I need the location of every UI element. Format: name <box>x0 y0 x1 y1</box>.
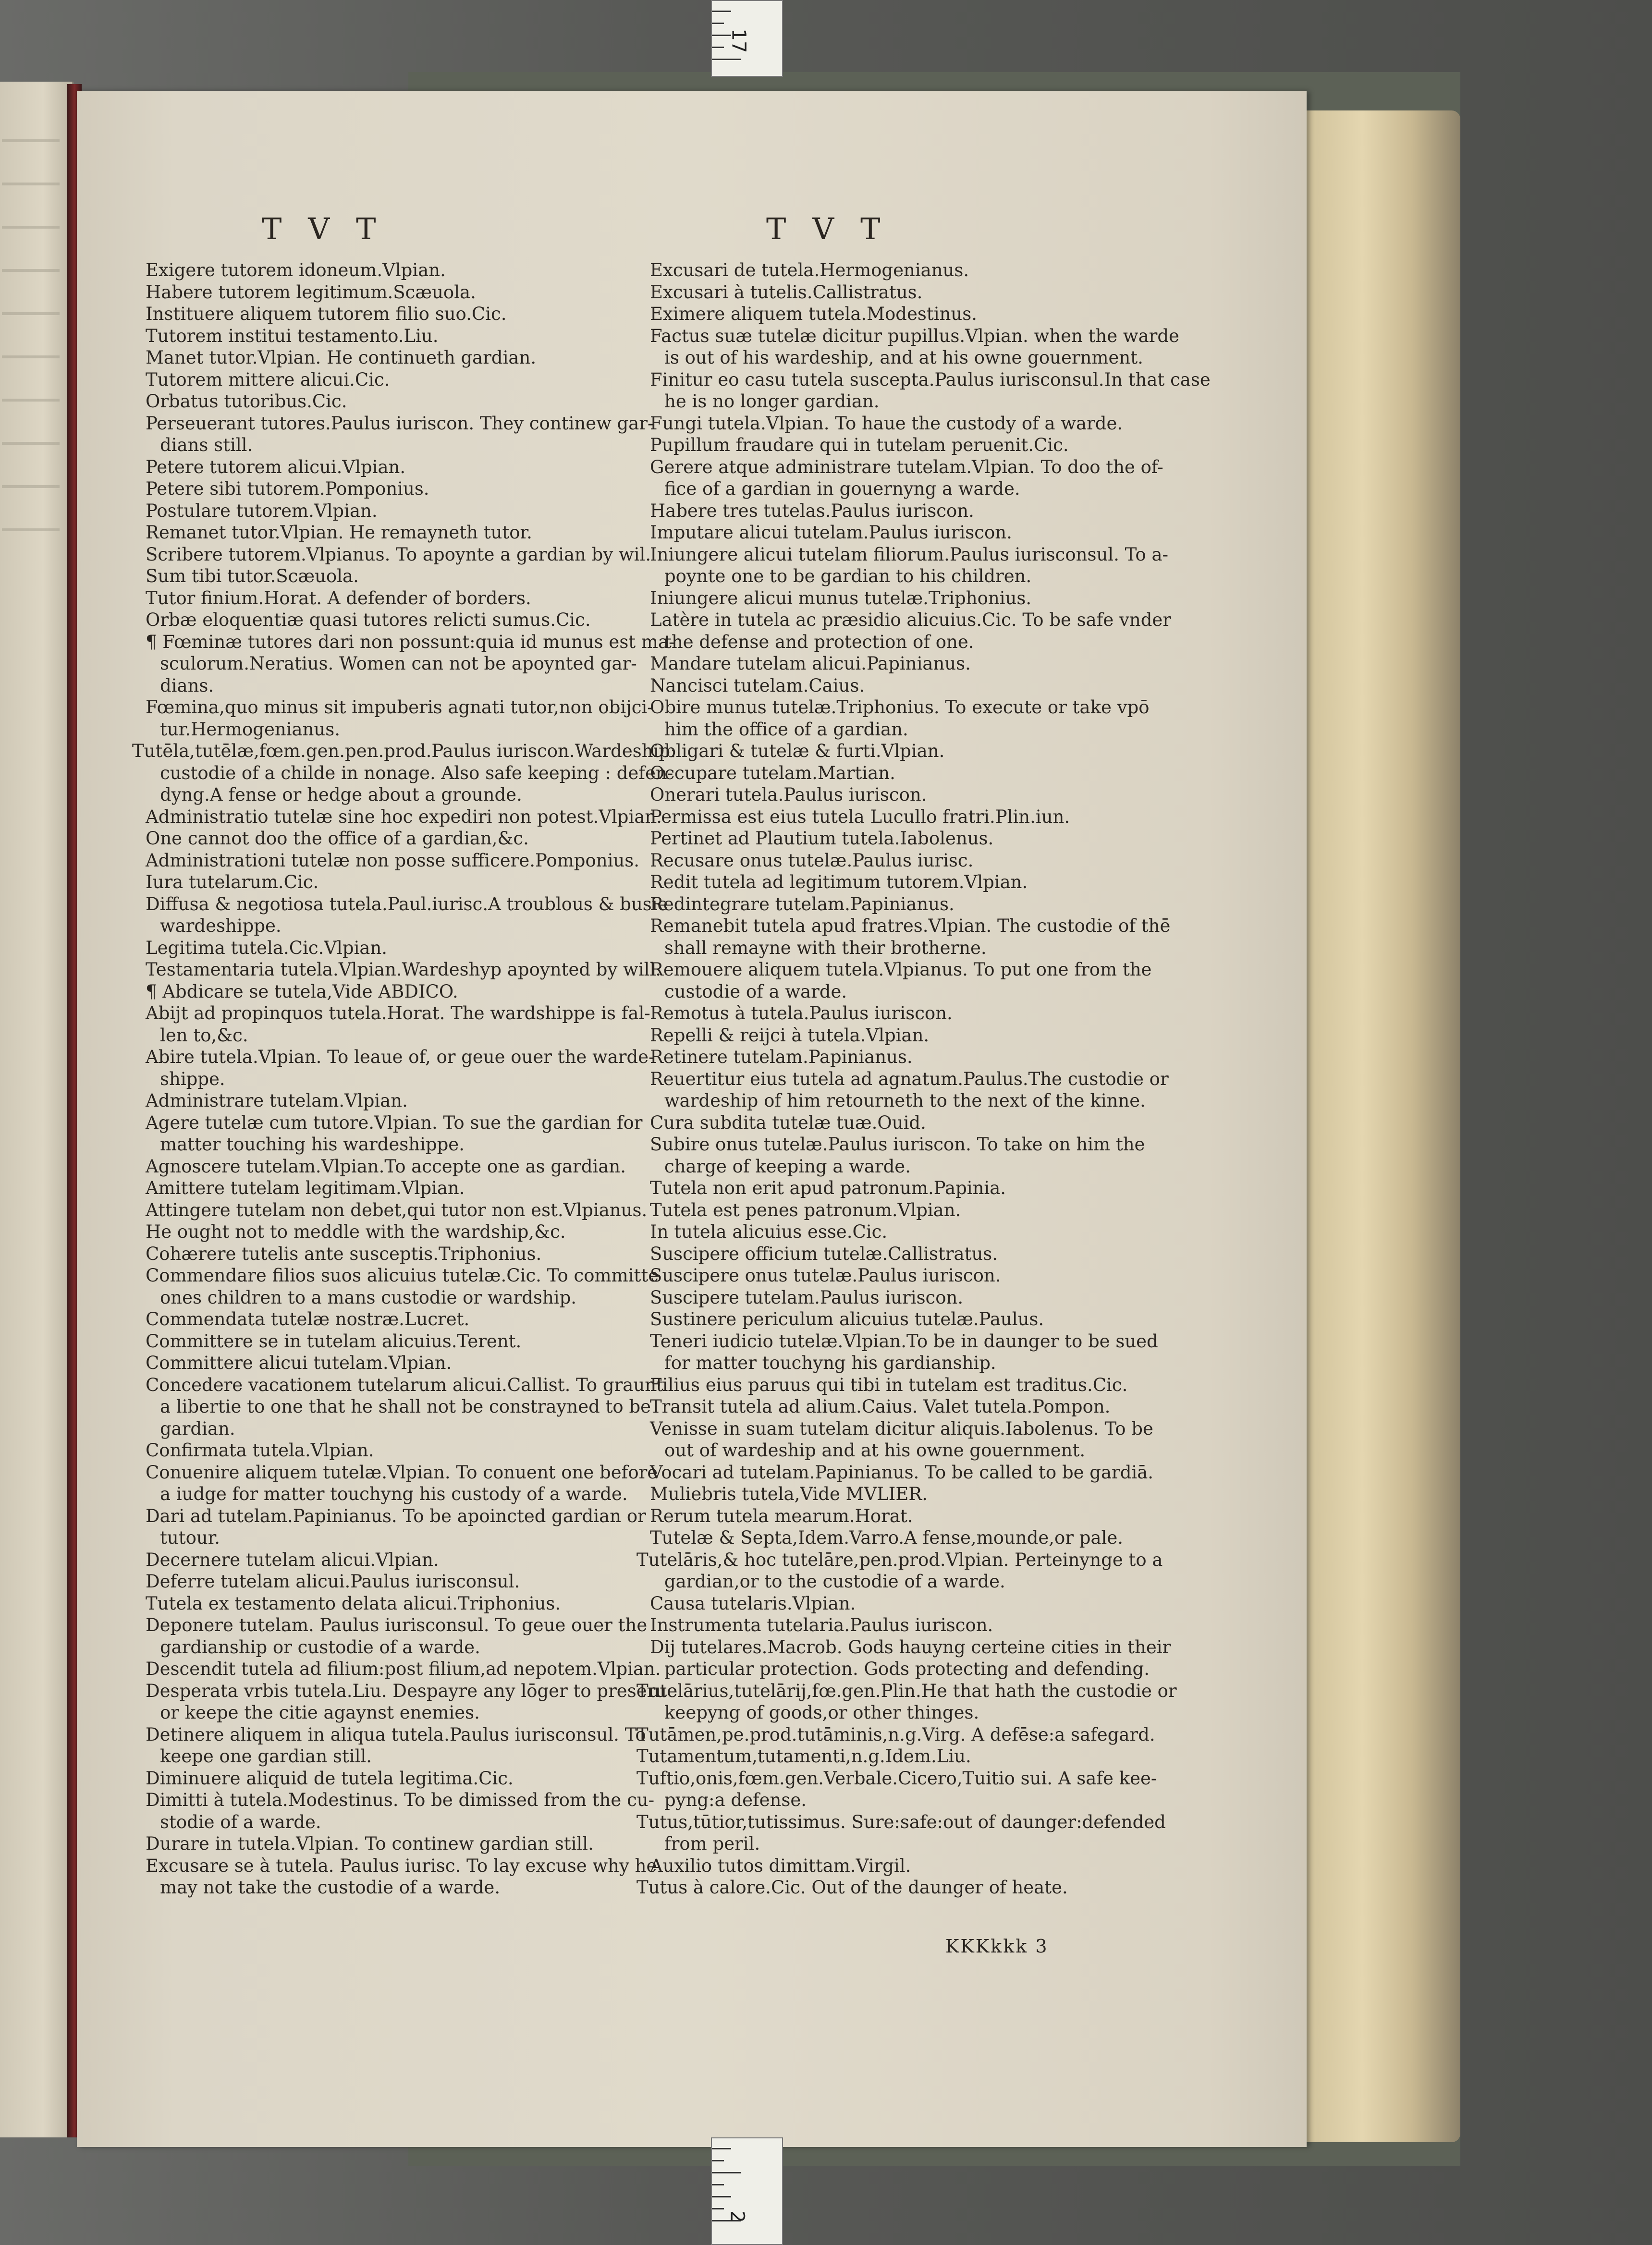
entry-line: Administratio tutelæ sine hoc expediri non potest.Vlpian. <box>146 806 662 827</box>
entry-line: Remotus à tutela.Paulus iuriscon. <box>650 1003 953 1024</box>
entry-line: Remouere aliquem tutela.Vlpianus. To put one from the <box>650 959 1152 980</box>
entry-line: wardeshippe. <box>160 915 281 936</box>
entry-line: Finitur eo casu tutela suscepta.Paulus iurisconsul.In that case <box>650 369 1211 390</box>
entry-line: Commendare filios suos alicuius tutelæ.Cic. To committe <box>146 1265 659 1286</box>
scale-ruler-top <box>711 0 783 77</box>
entry-line: sculorum.Neratius. Women can not be apoynted gar- <box>160 653 637 674</box>
entry-line: Decernere tutelam alicui.Vlpian. <box>146 1549 439 1570</box>
running-header-left: TVT <box>262 211 403 246</box>
entry-line: Petere sibi tutorem.Pomponius. <box>146 478 429 499</box>
entry-line: Petere tutorem alicui.Vlpian. <box>146 456 406 477</box>
entry-line: len to,&c. <box>160 1025 248 1046</box>
entry-line: Tutorem mittere alicui.Cic. <box>146 369 390 390</box>
entry-line: Sustinere periculum alicuius tutelæ.Paulus. <box>650 1309 1044 1330</box>
entry-line: Onerari tutela.Paulus iuriscon. <box>650 784 927 805</box>
entry-line: keepe one gardian still. <box>160 1746 372 1767</box>
entry-line: keepyng of goods,or other thinges. <box>664 1702 979 1723</box>
entry-line: Tutus,tūtior,tutissimus. Sure:safe:out of daunger:defended <box>636 1811 1166 1832</box>
entry-line: Tutelæ & Septa,Idem.Varro.A fense,mounde,or pale. <box>650 1527 1124 1548</box>
entry-line: custodie of a warde. <box>664 981 847 1002</box>
entry-line: Scribere tutorem.Vlpianus. To apoynte a gardian by wil. <box>146 544 651 565</box>
entry-line: Tutēla,tutēlæ,fœm.gen.pen.prod.Paulus iuriscon.Wardeship: <box>132 741 676 761</box>
entry-line: Fœmina,quo minus sit impuberis agnati tutor,non obijci- <box>146 697 653 718</box>
entry-line: Pupillum fraudare qui in tutelam peruenit.Cic. <box>650 435 1069 455</box>
entry-line: tutour. <box>160 1527 220 1548</box>
entry-line: Tutus à calore.Cic. Out of the daunger of heate. <box>636 1877 1068 1898</box>
entry-line: gardianship or custodie of a warde. <box>160 1636 480 1658</box>
entry-line: dians still. <box>160 435 253 455</box>
entry-line: poynte one to be gardian to his children. <box>664 566 1032 586</box>
entry-line: Iniungere alicui munus tutelæ.Triphonius. <box>650 587 1032 609</box>
entry-line: from peril. <box>664 1833 760 1854</box>
entry-line: Testamentaria tutela.Vlpian.Wardeshyp apoynted by will. <box>146 959 661 980</box>
entry-line: Desperata vrbis tutela.Liu. Despayre any lōger to preserue <box>146 1680 678 1701</box>
entry-line: Causa tutelaris.Vlpian. <box>650 1593 856 1614</box>
entry-line: Remanet tutor.Vlpian. He remayneth tutor. <box>146 522 532 543</box>
entry-line: Agnoscere tutelam.Vlpian.To accepte one as gardian. <box>146 1156 626 1177</box>
entry-line: charge of keeping a warde. <box>664 1156 911 1177</box>
entry-line: Cohærere tutelis ante susceptis.Triphonius. <box>146 1243 542 1264</box>
entry-line: Latère in tutela ac præsidio alicuius.Cic. To be safe vnder <box>650 610 1172 630</box>
entry-line: Eximere aliquem tutela.Modestinus. <box>650 304 977 324</box>
entry-line: custodie of a childe in nonage. Also safe keeping : defen- <box>160 762 673 783</box>
entry-line: shall remayne with their brotherne. <box>664 937 987 958</box>
entry-line: Nancisci tutelam.Caius. <box>650 675 865 696</box>
entry-line: Dimitti à tutela.Modestinus. To be dimissed from the cu- <box>146 1790 655 1810</box>
entry-line: Remanebit tutela apud fratres.Vlpian. The custodie of thē <box>650 915 1171 936</box>
entry-line: Dari ad tutelam.Papinianus. To be apoincted gardian or <box>146 1505 646 1526</box>
entry-line: Amittere tutelam legitimam.Vlpian. <box>146 1178 465 1198</box>
entry-line: Confirmata tutela.Vlpian. <box>146 1440 374 1461</box>
running-header-right: TVT <box>766 211 907 246</box>
entry-line: Obligari & tutelæ & furti.Vlpian. <box>650 741 945 761</box>
entry-line: pyng:a defense. <box>664 1790 807 1810</box>
entry-line: Gerere atque administrare tutelam.Vlpian. To doo the of- <box>650 456 1163 477</box>
entry-line: particular protection. Gods protecting and defending. <box>664 1659 1150 1679</box>
entry-line: Cura subdita tutelæ tuæ.Ouid. <box>650 1112 926 1133</box>
entry-line: Detinere aliquem in aliqua tutela.Paulus iurisconsul. To <box>146 1724 646 1745</box>
entry-line: fice of a gardian in gouernyng a warde. <box>664 478 1020 499</box>
entry-line: Iniungere alicui tutelam filiorum.Paulus iurisconsul. To a- <box>650 544 1169 565</box>
entry-line: Exigere tutorem idoneum.Vlpian. <box>146 260 446 281</box>
entry-line: Imputare alicui tutelam.Paulus iuriscon. <box>650 522 1012 543</box>
entry-line: Teneri iudicio tutelæ.Vlpian.To be in daunger to be sued <box>650 1330 1158 1352</box>
entry-line: Venisse in suam tutelam dicitur aliquis.Iabolenus. To be <box>650 1418 1153 1439</box>
entry-line: Manet tutor.Vlpian. He continueth gardian. <box>146 347 537 368</box>
entry-line: Habere tutorem legitimum.Scæuola. <box>146 281 476 303</box>
entry-line: ¶ Fœminæ tutores dari non possunt:quia id munus est ma- <box>146 631 675 652</box>
entry-line: Factus suæ tutelæ dicitur pupillus.Vlpian. when the warde <box>650 325 1179 346</box>
entry-line: Commendata tutelæ nostræ.Lucret. <box>146 1309 470 1330</box>
entry-line: Subire onus tutelæ.Paulus iuriscon. To take on him the <box>650 1134 1145 1155</box>
entry-line: Retinere tutelam.Papinianus. <box>650 1047 913 1067</box>
left-column <box>132 259 677 1899</box>
entry-line: Tutorem institui testamento.Liu. <box>146 325 439 346</box>
entry-line: Administrationi tutelæ non posse sufficere.Pomponius. <box>146 850 639 871</box>
entry-line: may not take the custodie of a warde. <box>160 1877 501 1898</box>
entry-line: Habere tres tutelas.Paulus iuriscon. <box>650 500 974 521</box>
entry-line: ones children to a mans custodie or wardship. <box>160 1287 577 1308</box>
entry-line: gardian,or to the custodie of a warde. <box>664 1571 1005 1592</box>
entry-line: Filius eius paruus qui tibi in tutelam est traditus.Cic. <box>650 1374 1128 1395</box>
entry-line: Tutamentum,tutamenti,n.g.Idem.Liu. <box>636 1746 971 1767</box>
entry-line: Suscipere tutelam.Paulus iuriscon. <box>650 1287 964 1308</box>
entry-line: Auxilio tutos dimittam.Virgil. <box>650 1855 911 1876</box>
entry-line: dians. <box>160 675 214 696</box>
scale-ruler-bottom <box>711 2137 783 2245</box>
entry-line: Instituere aliquem tutorem filio suo.Cic. <box>146 304 507 324</box>
entry-line: or keepe the citie agaynst enemies. <box>160 1702 480 1723</box>
entry-line: Orbatus tutoribus.Cic. <box>146 391 347 412</box>
entry-line: the defense and protection of one. <box>664 631 974 652</box>
entry-line: he is no longer gardian. <box>664 391 880 412</box>
entry-line: Diminuere aliquid de tutela legitima.Cic. <box>146 1768 514 1789</box>
entry-line: Descendit tutela ad filium:post filium,ad nepotem.Vlpian. <box>146 1659 661 1679</box>
entry-line: stodie of a warde. <box>160 1811 321 1832</box>
entry-line: Suscipere officium tutelæ.Callistratus. <box>650 1243 998 1264</box>
entry-line: wardeship of him retourneth to the next of the kinne. <box>664 1090 1146 1111</box>
entry-line: shippe. <box>160 1068 225 1089</box>
entry-line: Administrare tutelam.Vlpian. <box>146 1090 408 1111</box>
entry-line: Mandare tutelam alicui.Papinianus. <box>650 653 971 674</box>
entry-line: One cannot doo the office of a gardian,&c. <box>146 828 529 849</box>
entry-line: Excusare se à tutela. Paulus iurisc. To lay excuse why he <box>146 1855 657 1876</box>
entry-line: Tutāmen,pe.prod.tutāminis,n.g.Virg. A defēse:a safegard. <box>636 1724 1155 1745</box>
entry-line: Orbæ eloquentiæ quasi tutores relicti sumus.Cic. <box>146 610 591 630</box>
entry-line: Tutelārius,tutelārij,fœ.gen.Plin.He that hath the custodie or <box>636 1680 1177 1701</box>
entry-line: a iudge for matter touchyng his custody of a warde. <box>160 1484 628 1504</box>
entry-line: Obire munus tutelæ.Triphonius. To execute or take vpō <box>650 697 1150 718</box>
entry-line: Tutor finium.Horat. A defender of borders. <box>146 587 531 609</box>
entry-line: Conuenire aliquem tutelæ.Vlpian. To conuent one before <box>146 1462 658 1483</box>
entry-line: Vocari ad tutelam.Papinianus. To be called to be gardiā. <box>650 1462 1154 1483</box>
entry-line: matter touching his wardeshippe. <box>160 1134 465 1155</box>
entry-line: Deferre tutelam alicui.Paulus iurisconsul. <box>146 1571 520 1592</box>
entry-line: Muliebris tutela,Vide MVLIER. <box>650 1484 928 1504</box>
ruler-top-label: 17 <box>727 28 750 53</box>
entry-line: Suscipere onus tutelæ.Paulus iuriscon. <box>650 1265 1001 1286</box>
entry-line: Committere se in tutelam alicuius.Terent. <box>146 1330 522 1352</box>
right-column <box>636 259 1211 1899</box>
entry-line: Rerum tutela mearum.Horat. <box>650 1505 913 1526</box>
entry-line: Abire tutela.Vlpian. To leaue of, or geue ouer the warde- <box>146 1047 655 1067</box>
entry-line: Attingere tutelam non debet,qui tutor non est.Vlpianus. <box>146 1199 648 1220</box>
entry-line: ¶ Abdicare se tutela,Vide ABDICO. <box>146 981 458 1002</box>
entry-line: Excusari de tutela.Hermogenianus. <box>650 260 969 281</box>
entry-line: Redit tutela ad legitimum tutorem.Vlpian. <box>650 872 1028 892</box>
entry-line: Concedere vacationem tutelarum alicui.Callist. To graunt <box>146 1374 663 1395</box>
entry-line: Permissa est eius tutela Lucullo fratri.Plin.iun. <box>650 806 1070 827</box>
page-block-edge <box>1297 110 1460 2142</box>
entry-line: him the office of a gardian. <box>664 719 908 740</box>
entry-line: a libertie to one that he shall not be constrayned to be <box>160 1396 651 1417</box>
signature-mark: KKKkkk 3 <box>945 1936 1049 1957</box>
entry-line: Diffusa & negotiosa tutela.Paul.iurisc.A troublous & busie <box>146 893 668 915</box>
entry-line: Occupare tutelam.Martian. <box>650 762 895 783</box>
entry-line: Redintegrare tutelam.Papinianus. <box>650 893 954 915</box>
entry-line: He ought not to meddle with the wardship,&c. <box>146 1221 566 1242</box>
entry-line: Postulare tutorem.Vlpian. <box>146 500 378 521</box>
entry-line: Tutela ex testamento delata alicui.Triphonius. <box>146 1593 561 1614</box>
entry-line: Pertinet ad Plautium tutela.Iabolenus. <box>650 828 994 849</box>
entry-line: Fungi tutela.Vlpian. To haue the custody of a warde. <box>650 413 1123 434</box>
entry-line: out of wardeship and at his owne gouernment. <box>664 1440 1086 1461</box>
entry-line: Sum tibi tutor.Scæuola. <box>146 566 359 586</box>
entry-line: Durare in tutela.Vlpian. To continew gardian still. <box>146 1833 594 1854</box>
entry-line: dyng.A fense or hedge about a grounde. <box>160 784 522 805</box>
entry-line: tur.Hermogenianus. <box>160 719 341 740</box>
entry-line: Repelli & reijci à tutela.Vlpian. <box>650 1025 930 1046</box>
entry-line: Dij tutelares.Macrob. Gods hauyng certeine cities in their <box>650 1636 1171 1658</box>
entry-line: Tutela est penes patronum.Vlpian. <box>650 1199 961 1220</box>
entry-line: Tuftio,onis,fœm.gen.Verbale.Cicero,Tuitio sui. A safe kee- <box>636 1768 1157 1789</box>
entry-line: Tutelāris,& hoc tutelāre,pen.prod.Vlpian. Perteinynge to a <box>636 1549 1163 1570</box>
entry-line: Excusari à tutelis.Callistratus. <box>650 281 923 303</box>
entry-line: Abijt ad propinquos tutela.Horat. The wardshippe is fal- <box>146 1003 650 1024</box>
entry-line: Tutela non erit apud patronum.Papinia. <box>650 1178 1006 1198</box>
entry-line: Legitima tutela.Cic.Vlpian. <box>146 937 388 958</box>
entry-line: Agere tutelæ cum tutore.Vlpian. To sue the gardian for <box>146 1112 643 1133</box>
entry-line: Reuertitur eius tutela ad agnatum.Paulus.The custodie or <box>650 1068 1169 1089</box>
entry-line: Deponere tutelam. Paulus iurisconsul. To geue ouer the <box>146 1615 648 1635</box>
entry-line: Iura tutelarum.Cic. <box>146 872 319 892</box>
entry-line: is out of his wardeship, and at his owne gouernment. <box>664 347 1143 368</box>
entry-line: In tutela alicuius esse.Cic. <box>650 1221 888 1242</box>
entry-line: Perseuerant tutores.Paulus iuriscon. They continew gar- <box>146 413 654 434</box>
entry-line: Transit tutela ad alium.Caius. Valet tutela.Pompon. <box>650 1396 1111 1417</box>
entry-line: gardian. <box>160 1418 235 1439</box>
previous-page-edge <box>0 82 73 2137</box>
entry-line: Recusare onus tutelæ.Paulus iurisc. <box>650 850 974 871</box>
entry-line: for matter touchyng his gardianship. <box>664 1353 996 1373</box>
entry-line: Instrumenta tutelaria.Paulus iuriscon. <box>650 1615 993 1635</box>
entry-line: Committere alicui tutelam.Vlpian. <box>146 1353 452 1373</box>
ruler-bottom-label: 2 <box>726 2210 748 2223</box>
